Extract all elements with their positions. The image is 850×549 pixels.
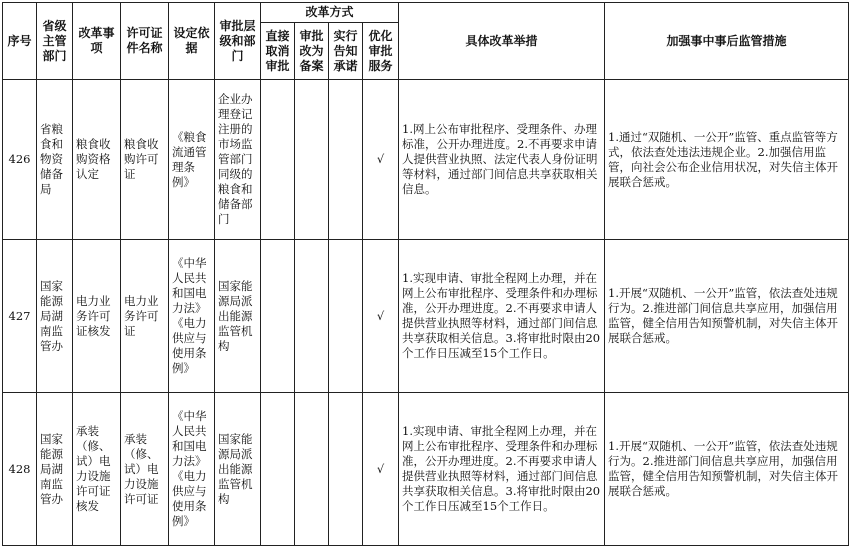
cell-seq: 427: [3, 240, 37, 393]
cell-supervision: 1.通过“双随机、一公开”监管、重点监管等方式，依法查处违法违规企业。2.加强信用监管，向社会公布企业信用状况，对失信主体开展联合惩戒。: [605, 80, 849, 240]
header-seq: 序号: [3, 3, 37, 80]
header-item: 改革事项: [73, 3, 121, 80]
table-row: [3, 240, 849, 393]
header-level: 审批层级和部门: [215, 3, 261, 80]
cell-notify: [329, 393, 363, 546]
header-optimize: 优化审批服务: [363, 23, 399, 80]
header-dept: 省级主管部门: [37, 3, 73, 80]
cell-item: 粮食收购资格认定: [73, 80, 121, 240]
cell-dept: 省粮食和物资储备局: [37, 80, 73, 240]
cell-cancel: [261, 80, 295, 240]
cell-measures: 1.实现申请、审批全程网上办理，并在网上公布审批程序、受理条件和办理标准，公开办理进度。2.不再要求申请人提供营业执照等材料，通过部门间信息共享获取相关信息。3.将审批时限由20个工作日压减至15个工作日。: [399, 240, 605, 393]
reform-table: [2, 2, 849, 546]
cell-measures: 1.实现申请、审批全程网上办理，并在网上公布审批程序、受理条件和办理标准，公开办理进度。2.不再要求申请人提供营业执照等材料，通过部门间信息共享获取相关信息。3.将审批时限由20个工作日压减至15个工作日。: [399, 393, 605, 546]
cell-basis: 《中华人民共和国电力法》 《电力供应与使用条例》: [169, 393, 215, 546]
cell-basis: 《粮食流通管理条例》: [169, 80, 215, 240]
header-license: 许可证件名称: [121, 3, 169, 80]
header-reform-mode: 改革方式: [261, 3, 399, 23]
cell-optimize-check: √: [363, 240, 399, 393]
cell-dept: 国家能源局湖南监管办: [37, 393, 73, 546]
cell-seq: 426: [3, 80, 37, 240]
cell-license: 电力业务许可证: [121, 240, 169, 393]
cell-filing: [295, 240, 329, 393]
cell-cancel: [261, 393, 295, 546]
cell-level: 国家能源局派出能源监管机构: [215, 393, 261, 546]
header-basis: 设定依据: [169, 3, 215, 80]
cell-notify: [329, 80, 363, 240]
header-cancel: 直接取消审批: [261, 23, 295, 80]
cell-supervision: 1.开展“双随机、一公开”监管，依法查处违规行为。2.推进部门间信息共享应用，加强信用监管，健全信用告知预警机制，对失信主体开展联合惩戒。: [605, 240, 849, 393]
cell-seq: 428: [3, 393, 37, 546]
cell-optimize-check: √: [363, 80, 399, 240]
cell-filing: [295, 393, 329, 546]
cell-dept: 国家能源局湖南监管办: [37, 240, 73, 393]
cell-filing: [295, 80, 329, 240]
header-notify: 实行告知承诺: [329, 23, 363, 80]
header-filing: 审批改为备案: [295, 23, 329, 80]
table-row: [3, 80, 849, 240]
header-measures: 具体改革举措: [399, 3, 605, 80]
header-supervision: 加强事中事后监管措施: [605, 3, 849, 80]
cell-notify: [329, 240, 363, 393]
table-row: [3, 393, 849, 546]
cell-item: 电力业务许可证核发: [73, 240, 121, 393]
cell-basis: 《中华人民共和国电力法》 《电力供应与使用条例》: [169, 240, 215, 393]
cell-optimize-check: √: [363, 393, 399, 546]
cell-measures: 1.网上公布审批程序、受理条件、办理标准，公开办理进度。2.不再要求申请人提供营业执照、法定代表人身份证明等材料，通过部门间信息共享获取相关信息。: [399, 80, 605, 240]
cell-level: 国家能源局派出能源监管机构: [215, 240, 261, 393]
cell-license: 粮食收购许可证: [121, 80, 169, 240]
cell-supervision: 1.开展“双随机、一公开”监管，依法查处违规行为。2.推进部门间信息共享应用，加强信用监管，健全信用告知预警机制，对失信主体开展联合惩戒。: [605, 393, 849, 546]
cell-license: 承装（修、试）电力设施许可证: [121, 393, 169, 546]
cell-cancel: [261, 240, 295, 393]
cell-item: 承装（修、试）电力设施许可证核发: [73, 393, 121, 546]
cell-level: 企业办理登记注册的市场监管部门同级的粮食和储备部门: [215, 80, 261, 240]
